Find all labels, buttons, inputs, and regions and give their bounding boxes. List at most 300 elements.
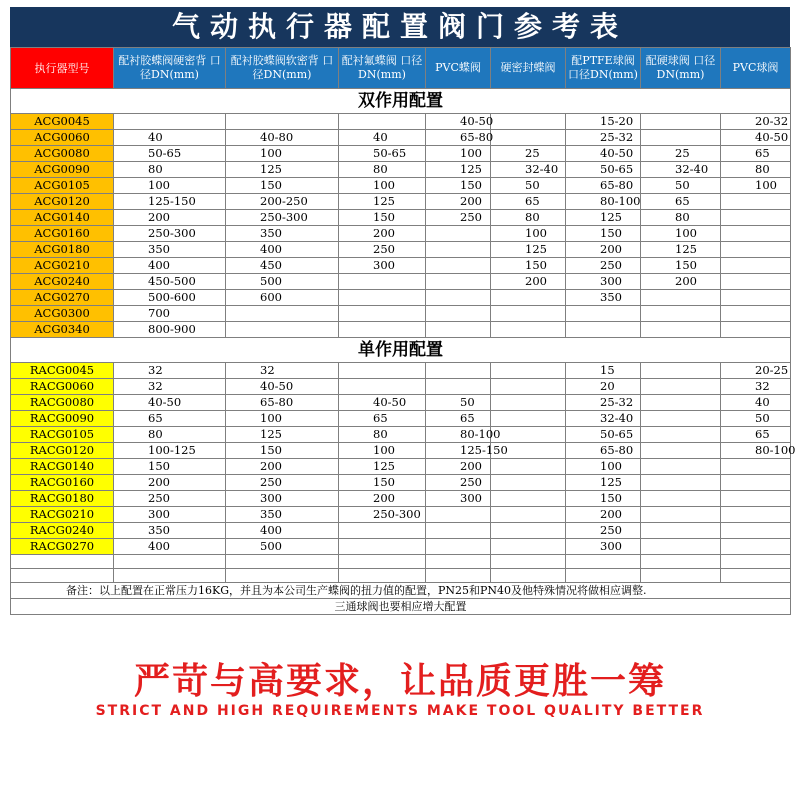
value-cell: 80-100 (721, 443, 791, 459)
value-cell: 50-65 (566, 162, 641, 178)
value-cell (426, 363, 491, 379)
model-cell: RACG0045 (11, 363, 114, 379)
value-cell (721, 306, 791, 322)
table-row (11, 226, 791, 242)
value-cell: 125 (491, 242, 566, 258)
table-row (11, 427, 791, 443)
value-cell: 125 (566, 475, 641, 491)
table-row (11, 194, 791, 210)
value-cell (339, 114, 426, 130)
table-row (11, 114, 791, 130)
value-cell (491, 539, 566, 555)
table-row (11, 306, 791, 322)
value-cell: 150 (426, 178, 491, 194)
value-cell (491, 507, 566, 523)
value-cell (426, 523, 491, 539)
value-cell: 200 (641, 274, 721, 290)
header-cell: 配PTFE球阀 口径DN(mm) (566, 48, 641, 89)
value-cell: 600 (226, 290, 339, 306)
value-cell (491, 306, 566, 322)
reference-table (10, 47, 796, 615)
value-cell: 15-20 (566, 114, 641, 130)
table-row (11, 475, 791, 491)
value-cell: 400 (226, 242, 339, 258)
value-cell: 40-50 (566, 146, 641, 162)
value-cell (491, 130, 566, 146)
table-row (11, 210, 791, 226)
value-cell (426, 290, 491, 306)
model-cell: ACG0340 (11, 322, 114, 338)
value-cell: 150 (339, 210, 426, 226)
value-cell (721, 459, 791, 475)
model-cell: ACG0120 (11, 194, 114, 210)
value-cell: 125 (566, 210, 641, 226)
value-cell (641, 363, 721, 379)
table-row (11, 258, 791, 274)
value-cell: 125 (226, 427, 339, 443)
value-cell (339, 363, 426, 379)
value-cell: 250 (226, 475, 339, 491)
value-cell: 15 (566, 363, 641, 379)
value-cell: 32 (114, 379, 226, 395)
table-row (11, 146, 791, 162)
value-cell: 40-50 (721, 130, 791, 146)
table-row (11, 178, 791, 194)
value-cell: 32-40 (641, 162, 721, 178)
table-row (11, 130, 791, 146)
value-cell: 65-80 (566, 178, 641, 194)
value-cell (491, 290, 566, 306)
value-cell: 250-300 (226, 210, 339, 226)
table-row (11, 539, 791, 555)
note-row (11, 583, 791, 599)
section-title: 单作用配置 (11, 338, 791, 363)
model-cell: ACG0060 (11, 130, 114, 146)
value-cell (339, 322, 426, 338)
table-row (11, 443, 791, 459)
value-cell: 80 (339, 162, 426, 178)
value-cell (339, 379, 426, 395)
value-cell: 20-25 (721, 363, 791, 379)
value-cell (721, 491, 791, 507)
model-cell: ACG0045 (11, 114, 114, 130)
value-cell (721, 210, 791, 226)
value-cell: 300 (114, 507, 226, 523)
value-cell (566, 306, 641, 322)
value-cell: 200 (566, 507, 641, 523)
empty-cell (566, 569, 641, 583)
value-cell: 250-300 (114, 226, 226, 242)
table-row (11, 322, 791, 338)
value-cell (641, 130, 721, 146)
empty-cell (641, 555, 721, 569)
value-cell: 65 (721, 427, 791, 443)
value-cell: 40 (721, 395, 791, 411)
value-cell: 80 (491, 210, 566, 226)
value-cell: 200 (426, 194, 491, 210)
value-cell: 125 (426, 162, 491, 178)
value-cell (641, 539, 721, 555)
value-cell: 65 (426, 411, 491, 427)
value-cell (721, 242, 791, 258)
table-row (11, 290, 791, 306)
value-cell: 20-32 (721, 114, 791, 130)
empty-cell (226, 569, 339, 583)
model-cell: RACG0240 (11, 523, 114, 539)
value-cell: 65 (114, 411, 226, 427)
value-cell: 50 (721, 411, 791, 427)
value-cell: 250 (339, 242, 426, 258)
value-cell (641, 379, 721, 395)
value-cell (641, 395, 721, 411)
value-cell: 80 (641, 210, 721, 226)
value-cell: 350 (114, 242, 226, 258)
value-cell: 350 (566, 290, 641, 306)
value-cell: 80 (339, 427, 426, 443)
value-cell: 25-32 (566, 130, 641, 146)
value-cell: 32-40 (566, 411, 641, 427)
value-cell (426, 242, 491, 258)
section-row (11, 89, 791, 114)
model-cell: RACG0140 (11, 459, 114, 475)
model-cell: RACG0105 (11, 427, 114, 443)
value-cell: 25 (491, 146, 566, 162)
value-cell (721, 507, 791, 523)
header-cell-model: 执行器型号 (11, 48, 114, 89)
note-text: 备注：以上配置在正常压力16KG，并且为本公司生产蝶阀的扭力值的配置，PN25和PN40及他特殊情况将做相应调整. (11, 583, 791, 599)
value-cell: 200-250 (226, 194, 339, 210)
value-cell: 20 (566, 379, 641, 395)
value-cell: 500 (226, 539, 339, 555)
model-cell: ACG0210 (11, 258, 114, 274)
value-cell (721, 258, 791, 274)
value-cell (491, 491, 566, 507)
value-cell (491, 475, 566, 491)
value-cell: 300 (426, 491, 491, 507)
header-cell: PVC蝶阀 (426, 48, 491, 89)
value-cell (491, 322, 566, 338)
model-cell: RACG0180 (11, 491, 114, 507)
value-cell: 250 (426, 210, 491, 226)
value-cell (491, 395, 566, 411)
value-cell (721, 539, 791, 555)
value-cell (641, 411, 721, 427)
value-cell: 125 (339, 459, 426, 475)
table-body (11, 48, 796, 615)
slogan-chinese: 严苛与高要求，让品质更胜一筹 (133, 661, 666, 702)
model-cell: ACG0140 (11, 210, 114, 226)
value-cell (426, 539, 491, 555)
value-cell: 300 (566, 539, 641, 555)
empty-cell (339, 555, 426, 569)
value-cell (641, 475, 721, 491)
slogan-english: STRICT AND HIGH REQUIREMENTS MAKE TOOL QUALITY BETTER (95, 703, 705, 719)
value-cell: 32 (114, 363, 226, 379)
table-row (11, 459, 791, 475)
value-cell: 50-65 (114, 146, 226, 162)
value-cell: 40-50 (114, 395, 226, 411)
value-cell: 150 (339, 475, 426, 491)
value-cell: 50-65 (566, 427, 641, 443)
value-cell (721, 475, 791, 491)
value-cell: 100 (339, 178, 426, 194)
value-cell (114, 114, 226, 130)
empty-row (11, 555, 791, 569)
value-cell (641, 491, 721, 507)
value-cell: 300 (566, 274, 641, 290)
value-cell: 125-150 (426, 443, 491, 459)
table-row (11, 379, 791, 395)
value-cell: 400 (114, 258, 226, 274)
empty-cell (11, 555, 114, 569)
table-row (11, 274, 791, 290)
value-cell: 150 (226, 443, 339, 459)
value-cell: 40 (114, 130, 226, 146)
empty-cell (226, 555, 339, 569)
value-cell: 350 (114, 523, 226, 539)
value-cell (566, 322, 641, 338)
value-cell (226, 322, 339, 338)
model-cell: RACG0090 (11, 411, 114, 427)
empty-cell (426, 569, 491, 583)
model-cell: ACG0240 (11, 274, 114, 290)
value-cell: 250 (114, 491, 226, 507)
value-cell: 32-40 (491, 162, 566, 178)
value-cell (339, 290, 426, 306)
value-cell: 300 (339, 258, 426, 274)
value-cell (426, 274, 491, 290)
value-cell: 32 (721, 379, 791, 395)
empty-row (11, 569, 791, 583)
table-row (11, 363, 791, 379)
table-row (11, 491, 791, 507)
model-cell: RACG0160 (11, 475, 114, 491)
model-cell: RACG0210 (11, 507, 114, 523)
value-cell: 400 (114, 539, 226, 555)
value-cell: 65 (721, 146, 791, 162)
value-cell (721, 322, 791, 338)
value-cell: 100 (226, 146, 339, 162)
value-cell (641, 507, 721, 523)
empty-cell (339, 569, 426, 583)
value-cell: 25-32 (566, 395, 641, 411)
value-cell: 250 (566, 258, 641, 274)
value-cell: 65 (491, 194, 566, 210)
value-cell: 100 (566, 459, 641, 475)
value-cell (641, 523, 721, 539)
empty-cell (721, 555, 791, 569)
header-cell: 硬密封蝶阀 (491, 48, 566, 89)
table-row (11, 411, 791, 427)
value-cell: 100 (721, 178, 791, 194)
value-cell (641, 290, 721, 306)
value-cell: 125 (226, 162, 339, 178)
value-cell: 100 (491, 226, 566, 242)
model-cell: ACG0300 (11, 306, 114, 322)
value-cell: 450 (226, 258, 339, 274)
value-cell: 200 (491, 274, 566, 290)
value-cell (339, 306, 426, 322)
value-cell: 700 (114, 306, 226, 322)
value-cell: 40-50 (339, 395, 426, 411)
value-cell (641, 114, 721, 130)
section-title: 双作用配置 (11, 89, 791, 114)
header-cell: 配衬胶蝶阀软密背 口径DN(mm) (226, 48, 339, 89)
section-row (11, 338, 791, 363)
value-cell (721, 226, 791, 242)
value-cell: 200 (339, 226, 426, 242)
value-cell: 80 (721, 162, 791, 178)
value-cell: 150 (566, 226, 641, 242)
value-cell: 350 (226, 507, 339, 523)
value-cell (491, 523, 566, 539)
note-row (11, 599, 791, 615)
value-cell: 50 (426, 395, 491, 411)
value-cell (641, 443, 721, 459)
table-row (11, 162, 791, 178)
value-cell (641, 427, 721, 443)
empty-cell (114, 569, 226, 583)
value-cell: 100 (226, 411, 339, 427)
value-cell: 200 (566, 242, 641, 258)
value-cell (491, 379, 566, 395)
value-cell: 80 (114, 427, 226, 443)
value-cell: 25 (641, 146, 721, 162)
model-cell: RACG0060 (11, 379, 114, 395)
value-cell (721, 523, 791, 539)
value-cell: 40-80 (226, 130, 339, 146)
value-cell: 40-50 (426, 114, 491, 130)
value-cell: 250-300 (339, 507, 426, 523)
value-cell: 250 (566, 523, 641, 539)
value-cell: 200 (226, 459, 339, 475)
table-row (11, 523, 791, 539)
value-cell (426, 379, 491, 395)
value-cell: 150 (114, 459, 226, 475)
value-cell: 65 (339, 411, 426, 427)
value-cell: 200 (426, 459, 491, 475)
value-cell (426, 322, 491, 338)
value-cell: 40-50 (226, 379, 339, 395)
value-cell (226, 306, 339, 322)
value-cell: 50-65 (339, 146, 426, 162)
value-cell: 100-125 (114, 443, 226, 459)
value-cell: 150 (566, 491, 641, 507)
header-row (11, 48, 791, 89)
empty-cell (11, 569, 114, 583)
value-cell: 100 (114, 178, 226, 194)
value-cell (426, 306, 491, 322)
model-cell: RACG0080 (11, 395, 114, 411)
value-cell: 125 (641, 242, 721, 258)
model-cell: RACG0120 (11, 443, 114, 459)
value-cell: 80-100 (566, 194, 641, 210)
value-cell: 300 (226, 491, 339, 507)
value-cell (721, 274, 791, 290)
table-row (11, 242, 791, 258)
value-cell: 150 (226, 178, 339, 194)
value-cell (491, 363, 566, 379)
value-cell (339, 523, 426, 539)
header-cell: 配硬球阀 口径DN(mm) (641, 48, 721, 89)
value-cell (641, 322, 721, 338)
value-cell: 200 (114, 210, 226, 226)
value-cell: 150 (641, 258, 721, 274)
value-cell: 125 (339, 194, 426, 210)
model-cell: ACG0105 (11, 178, 114, 194)
value-cell: 500-600 (114, 290, 226, 306)
value-cell (491, 411, 566, 427)
value-cell (491, 114, 566, 130)
empty-cell (491, 569, 566, 583)
model-cell: ACG0090 (11, 162, 114, 178)
value-cell: 50 (641, 178, 721, 194)
header-cell: 配衬氟蝶阀 口径DN(mm) (339, 48, 426, 89)
value-cell: 65-80 (566, 443, 641, 459)
value-cell: 100 (339, 443, 426, 459)
model-cell: ACG0270 (11, 290, 114, 306)
value-cell (339, 539, 426, 555)
value-cell: 100 (641, 226, 721, 242)
empty-cell (641, 569, 721, 583)
value-cell: 65 (641, 194, 721, 210)
value-cell (721, 290, 791, 306)
header-cell: 配衬胶蝶阀硬密背 口径DN(mm) (114, 48, 226, 89)
value-cell (226, 114, 339, 130)
value-cell: 80 (114, 162, 226, 178)
value-cell: 800-900 (114, 322, 226, 338)
value-cell (491, 427, 566, 443)
value-cell: 450-500 (114, 274, 226, 290)
value-cell: 200 (114, 475, 226, 491)
header-cell: PVC球阀 (721, 48, 791, 89)
value-cell: 350 (226, 226, 339, 242)
value-cell (426, 507, 491, 523)
value-cell: 125-150 (114, 194, 226, 210)
empty-cell (491, 555, 566, 569)
value-cell: 150 (491, 258, 566, 274)
value-cell (641, 459, 721, 475)
value-cell: 40 (339, 130, 426, 146)
value-cell (641, 306, 721, 322)
value-cell: 500 (226, 274, 339, 290)
model-cell: ACG0080 (11, 146, 114, 162)
empty-cell (114, 555, 226, 569)
value-cell (491, 459, 566, 475)
value-cell: 200 (339, 491, 426, 507)
empty-cell (426, 555, 491, 569)
model-cell: ACG0160 (11, 226, 114, 242)
value-cell (721, 194, 791, 210)
value-cell: 65-80 (226, 395, 339, 411)
empty-cell (721, 569, 791, 583)
page-title: 气动执行器配置阀门参考表 (10, 7, 790, 47)
value-cell (339, 274, 426, 290)
value-cell: 250 (426, 475, 491, 491)
value-cell: 80-100 (426, 427, 491, 443)
empty-cell (566, 555, 641, 569)
value-cell: 65-80 (426, 130, 491, 146)
note-text: 三通球阀也要相应增大配置 (11, 599, 791, 615)
model-cell: ACG0180 (11, 242, 114, 258)
model-cell: RACG0270 (11, 539, 114, 555)
value-cell (426, 226, 491, 242)
table-row (11, 395, 791, 411)
value-cell: 100 (426, 146, 491, 162)
value-cell: 32 (226, 363, 339, 379)
value-cell: 400 (226, 523, 339, 539)
value-cell (426, 258, 491, 274)
